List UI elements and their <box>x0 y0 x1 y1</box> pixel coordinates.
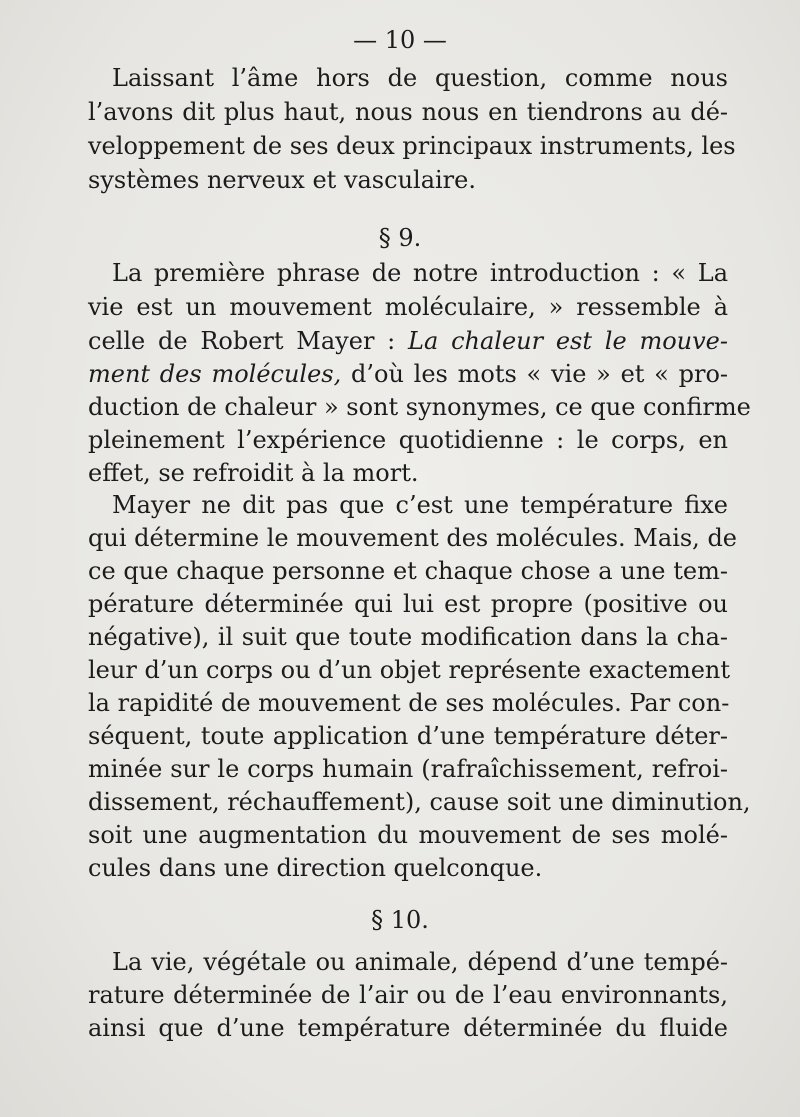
paragraph-2-line-6: pleinement l’expérience quotidienne : le corps, en <box>88 426 728 454</box>
paragraph-2-line-3-text: celle de Robert Mayer : <box>88 327 409 355</box>
paragraph-3-line-10: dissement, réchauffement), cause soit une diminution, <box>88 788 751 816</box>
paragraph-2-line-5: duction de chaleur » sont synonymes, ce que confirme <box>88 393 751 421</box>
section-heading-10: § 10. <box>371 906 429 934</box>
paragraph-1-line-2: l’avons dit plus haut, nous nous en tiendrons au dé- <box>88 98 728 126</box>
section-heading-9: § 9. <box>378 224 422 252</box>
mayer-quote-part-2: ment des molécules, <box>88 360 342 388</box>
paragraph-4-line-3: ainsi que d’une température déterminée du fluide <box>88 1014 728 1042</box>
paragraph-1-line-4: systèmes nerveux et vasculaire. <box>88 166 476 194</box>
paragraph-3-line-12: cules dans une direction quelconque. <box>88 854 543 882</box>
paragraph-2-line-1: La première phrase de notre introduction : « La <box>112 259 728 287</box>
page-number: — 10 — <box>353 26 447 54</box>
paragraph-2-line-3 <box>88 325 728 358</box>
paragraph-2-line-4-text: d’où les mots « vie » et « pro- <box>341 360 729 388</box>
paragraph-3-line-5: négative), il suit que toute modification dans la cha- <box>88 623 728 651</box>
paragraph-3-line-7: la rapidité de mouvement de ses molécules. Par con- <box>88 689 730 717</box>
paragraph-3-line-11: soit une augmentation du mouvement de ses molé- <box>88 821 728 849</box>
paragraph-3-line-8: séquent, toute application d’une température déter- <box>88 722 728 750</box>
paragraph-3-line-2: qui détermine le mouvement des molécules. Mais, de <box>88 524 738 552</box>
paragraph-3-line-9: minée sur le corps humain (rafraîchissement, refroi- <box>88 755 728 783</box>
paragraph-3-line-4: pérature déterminée qui lui est propre (positive ou <box>88 590 728 618</box>
paragraph-4-line-1: La vie, végétale ou animale, dépend d’une tempé- <box>112 948 728 976</box>
paragraph-4-line-2: rature déterminée de l’air ou de l’eau environnants, <box>88 981 728 1009</box>
paragraph-1-line-3: veloppement de ses deux principaux instruments, les <box>88 132 736 160</box>
paragraph-2-line-2: vie est un mouvement moléculaire, » ressemble à <box>88 293 728 321</box>
paragraph-3-line-3: ce que chaque personne et chaque chose a une tem- <box>88 557 728 585</box>
paragraph-3-line-6: leur d’un corps ou d’un objet représente exactement <box>88 656 731 684</box>
paragraph-1-line-1: Laissant l’âme hors de question, comme nous <box>112 64 728 92</box>
paragraph-2-line-7: effet, se refroidit à la mort. <box>88 459 419 487</box>
paragraph-3-line-1: Mayer ne dit pas que c’est une température fixe <box>112 491 728 519</box>
mayer-quote-part-1: La chaleur est le mouve- <box>408 327 728 355</box>
paragraph-2-line-4 <box>88 358 728 391</box>
